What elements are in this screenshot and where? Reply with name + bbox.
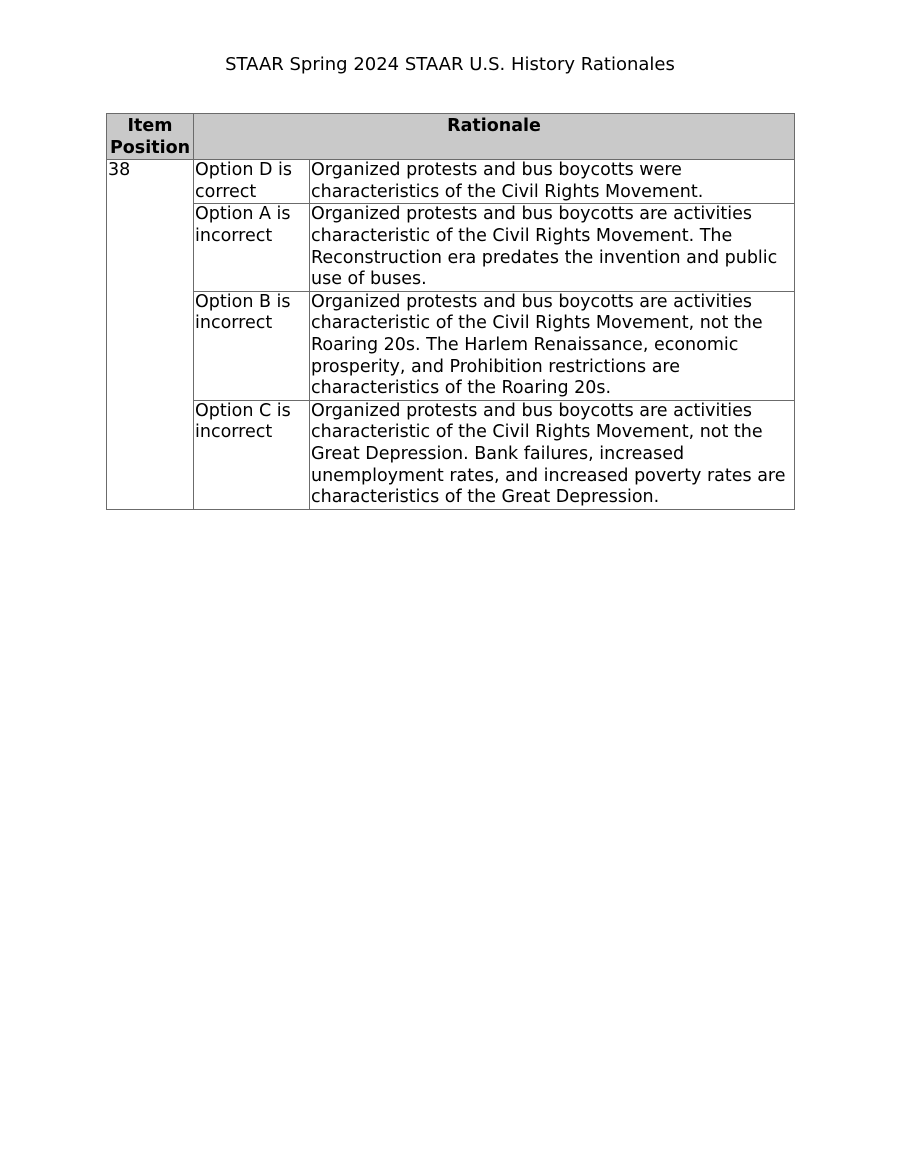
table-row <box>107 160 795 204</box>
option-label: Option C is incorrect <box>194 400 310 509</box>
header-rationale: Rationale <box>194 114 795 160</box>
table-row <box>107 204 795 291</box>
rationale-table <box>106 113 795 510</box>
table-row <box>107 291 795 400</box>
rationale-text: Organized protests and bus boycotts are activities characteristic of the Civil Rights Movement, not the Great Depression. Bank failures, increased unemployment rates, and increased poverty rates are characteristics of the Great Depression. <box>310 400 795 509</box>
table-header-row <box>107 114 795 160</box>
rationale-text: Organized protests and bus boycotts were characteristics of the Civil Rights Movement. <box>310 160 795 204</box>
rationale-text: Organized protests and bus boycotts are activities characteristic of the Civil Rights Movement, not the Roaring 20s. The Harlem Renaissance, economic prosperity, and Prohibition restrictions are characteristics of the Roaring 20s. <box>310 291 795 400</box>
page-title: STAAR Spring 2024 STAAR U.S. History Rationales <box>225 54 675 75</box>
table-row <box>107 400 795 509</box>
rationale-text: Organized protests and bus boycotts are activities characteristic of the Civil Rights Movement. The Reconstruction era predates the invention and public use of buses. <box>310 204 795 291</box>
option-label: Option A is incorrect <box>194 204 310 291</box>
option-label: Option D is correct <box>194 160 310 204</box>
option-label: Option B is incorrect <box>194 291 310 400</box>
header-item-position: Item Position <box>107 114 194 160</box>
item-position-cell: 38 <box>107 160 194 510</box>
